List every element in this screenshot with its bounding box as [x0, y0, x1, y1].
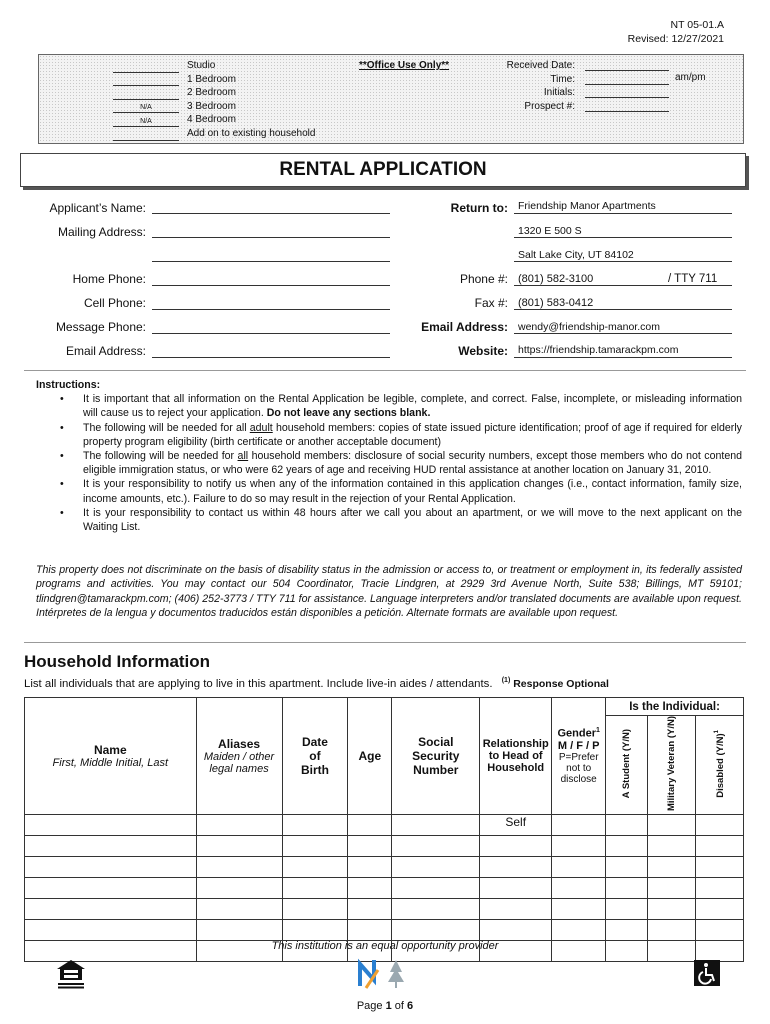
- return-address-2: Salt Lake City, UT 84102: [518, 249, 634, 261]
- ampm-label: am/pm: [675, 72, 706, 83]
- unit-4-bedroom: N/A 4 Bedroom: [113, 113, 236, 127]
- mailing-address-field[interactable]: [152, 224, 390, 238]
- applicant-name-label: Applicant’s Name:: [49, 201, 146, 215]
- col-student-header: A Student (Y/N): [606, 716, 648, 815]
- unit-blank[interactable]: N/A: [113, 116, 179, 127]
- disabled-cell[interactable]: [696, 815, 744, 836]
- veteran-cell[interactable]: [648, 815, 696, 836]
- ssn-cell[interactable]: [392, 815, 480, 836]
- dob-cell[interactable]: [282, 815, 348, 836]
- revised-date: Revised: 12/27/2021: [627, 33, 724, 45]
- phone-label: Phone #:: [459, 272, 508, 286]
- initials-label: Initials:: [543, 87, 575, 99]
- unit-blank[interactable]: N/A: [113, 102, 179, 113]
- form-code: [628, 18, 724, 46]
- page-title: RENTAL APPLICATION: [279, 159, 487, 180]
- company-logo-icon: [356, 956, 412, 992]
- return-to-label: Return to:: [450, 201, 508, 215]
- email-address-label: Email Address:: [65, 344, 146, 358]
- unit-blank[interactable]: [113, 62, 179, 73]
- table-row: [25, 815, 744, 836]
- message-phone-label: Message Phone:: [55, 320, 146, 334]
- is-individual-header: Is the Individual:: [606, 698, 744, 716]
- page-number: Page 1 of 6: [356, 1000, 414, 1012]
- return-to-name: Friendship Manor Apartments: [518, 200, 656, 212]
- tty-value: / TTY 711: [668, 273, 718, 285]
- col-name-header: Name First, Middle Initial, Last: [25, 698, 197, 815]
- table-row: [25, 878, 744, 899]
- household-table: [24, 697, 744, 962]
- col-dob-header: Date of Birth: [282, 698, 348, 815]
- mailing-address-field-2[interactable]: [152, 248, 390, 262]
- office-use-box: [38, 54, 744, 144]
- separator-1: [24, 370, 746, 371]
- prospect-field[interactable]: [585, 100, 669, 112]
- phone-value: (801) 582-3100: [518, 273, 594, 285]
- unit-1-bedroom: 1 Bedroom: [113, 73, 236, 87]
- received-date-field[interactable]: [585, 59, 669, 71]
- relationship-cell: Self: [480, 815, 552, 836]
- instruction-item: • It is your responsibility to contact us within 48 hours after we call you about an apartment, or we will move to the next applicant on the Waiting List.: [36, 506, 742, 534]
- table-row: [25, 836, 744, 857]
- gender-cell[interactable]: [552, 815, 606, 836]
- instructions-heading: Instructions:: [36, 379, 101, 391]
- mailing-address-label: Mailing Address:: [57, 225, 146, 239]
- age-cell[interactable]: [348, 815, 392, 836]
- instruction-item: • The following will be needed for all adult household members: copies of state issued picture identification; proof of age if required for elderly property program eligibility (birth certificate or another acceptable document): [36, 421, 742, 449]
- fax-value: (801) 583-0412: [518, 297, 594, 309]
- col-disabled-header: Disabled $(Y/N)^1$: [696, 716, 744, 815]
- table-row: [25, 899, 744, 920]
- time-label: Time:: [550, 73, 575, 85]
- col-gender-header: Gender$^1$ M / F / P P=Prefer not to disclose: [552, 698, 606, 815]
- col-ssn-header: Social Security Number: [392, 698, 480, 815]
- return-email-label: Email Address:: [421, 320, 508, 334]
- instructions-list: [36, 392, 742, 534]
- accessibility-icon: [694, 960, 720, 986]
- initials-field[interactable]: [585, 86, 669, 98]
- title-box: [20, 153, 746, 187]
- received-date-label: Received Date:: [506, 60, 575, 71]
- unit-blank[interactable]: [113, 75, 179, 86]
- unit-studio: Studio: [113, 59, 215, 73]
- col-relationship-header: Relationship to Head of Household: [480, 698, 552, 815]
- table-row: [25, 857, 744, 878]
- return-address-1: 1320 E 500 S: [518, 225, 582, 237]
- col-veteran-header: Military Veteran (Y/N): [648, 716, 696, 815]
- office-use-only-label: **Office Use Only**: [359, 60, 450, 71]
- prospect-label: Prospect #:: [524, 100, 575, 112]
- form-number: NT 05-01.A: [670, 19, 724, 31]
- unit-add-on: Add on to existing household: [113, 127, 315, 141]
- instruction-item: • It is important that all information on the Rental Application be legible, complete, and correct. False, incomplete, or misleading information will cause us to reject your application. Do not leave any sections blank.: [36, 392, 742, 420]
- table-row: [25, 920, 744, 941]
- instructions: [36, 378, 742, 534]
- unit-blank[interactable]: [113, 130, 179, 141]
- time-field[interactable]: [585, 73, 669, 85]
- website-value: https://friendship.tamarackpm.com: [518, 344, 679, 356]
- aliases-cell[interactable]: [196, 815, 282, 836]
- unit-3-bedroom: N/A 3 Bedroom: [113, 100, 236, 114]
- website-label: Website:: [458, 344, 508, 358]
- instruction-item: • It is your responsibility to notify us when any of the information contained in this application changes (i.e., contact information, family size, income amounts, etc.). Failure to do so may result in the rejection of your Rental Application.: [36, 477, 742, 505]
- cell-phone-label: Cell Phone:: [83, 296, 146, 310]
- col-aliases-header: Aliases Maiden / other legal names: [196, 698, 282, 815]
- return-email-value: wendy@friendship-manor.com: [518, 321, 660, 333]
- nondiscrimination-notice: This property does not discriminate on the basis of disability status in the admission or access to, or treatment or employment in, its federally assisted programs and activities. You may contact our 504 Coordinator, Tracie Lindgren, at 2929 3rd Avenue North, Suite 538; Billings, MT 59101; tlindgren@tamarackpm.com; (406) 252-3773 / TTY 711 for assistance. Language interpreters and/or translated documents are available upon request. Intérpretes de la lengua y documentos traducidos están disponibles a petición. Alternate formats are available upon request.: [36, 564, 742, 619]
- equal-housing-icon: [54, 958, 88, 990]
- household-title: Household Information: [24, 652, 211, 671]
- household-subtitle: List all individuals that are applying to live in this apartment. Include live-in aides / attendants. $^{(1)}$ Response Optional: [24, 677, 609, 690]
- col-age-header: Age: [348, 698, 392, 815]
- home-phone-label: Home Phone:: [72, 272, 146, 286]
- unit-2-bedroom: 2 Bedroom: [113, 86, 236, 100]
- unit-blank[interactable]: [113, 89, 179, 100]
- equal-opportunity-statement: This institution is an equal opportunity provider: [271, 940, 499, 952]
- member-name-cell[interactable]: [25, 815, 197, 836]
- separator-2: [24, 642, 746, 643]
- student-cell[interactable]: [606, 815, 648, 836]
- fax-label: Fax #:: [474, 296, 508, 310]
- instruction-item: • The following will be needed for all household members: disclosure of social security numbers, except those members who do not contend eligible immigration status, or who were 62 years of age and receiving HUD rental assistance at another location on January 31, 2010.: [36, 449, 742, 477]
